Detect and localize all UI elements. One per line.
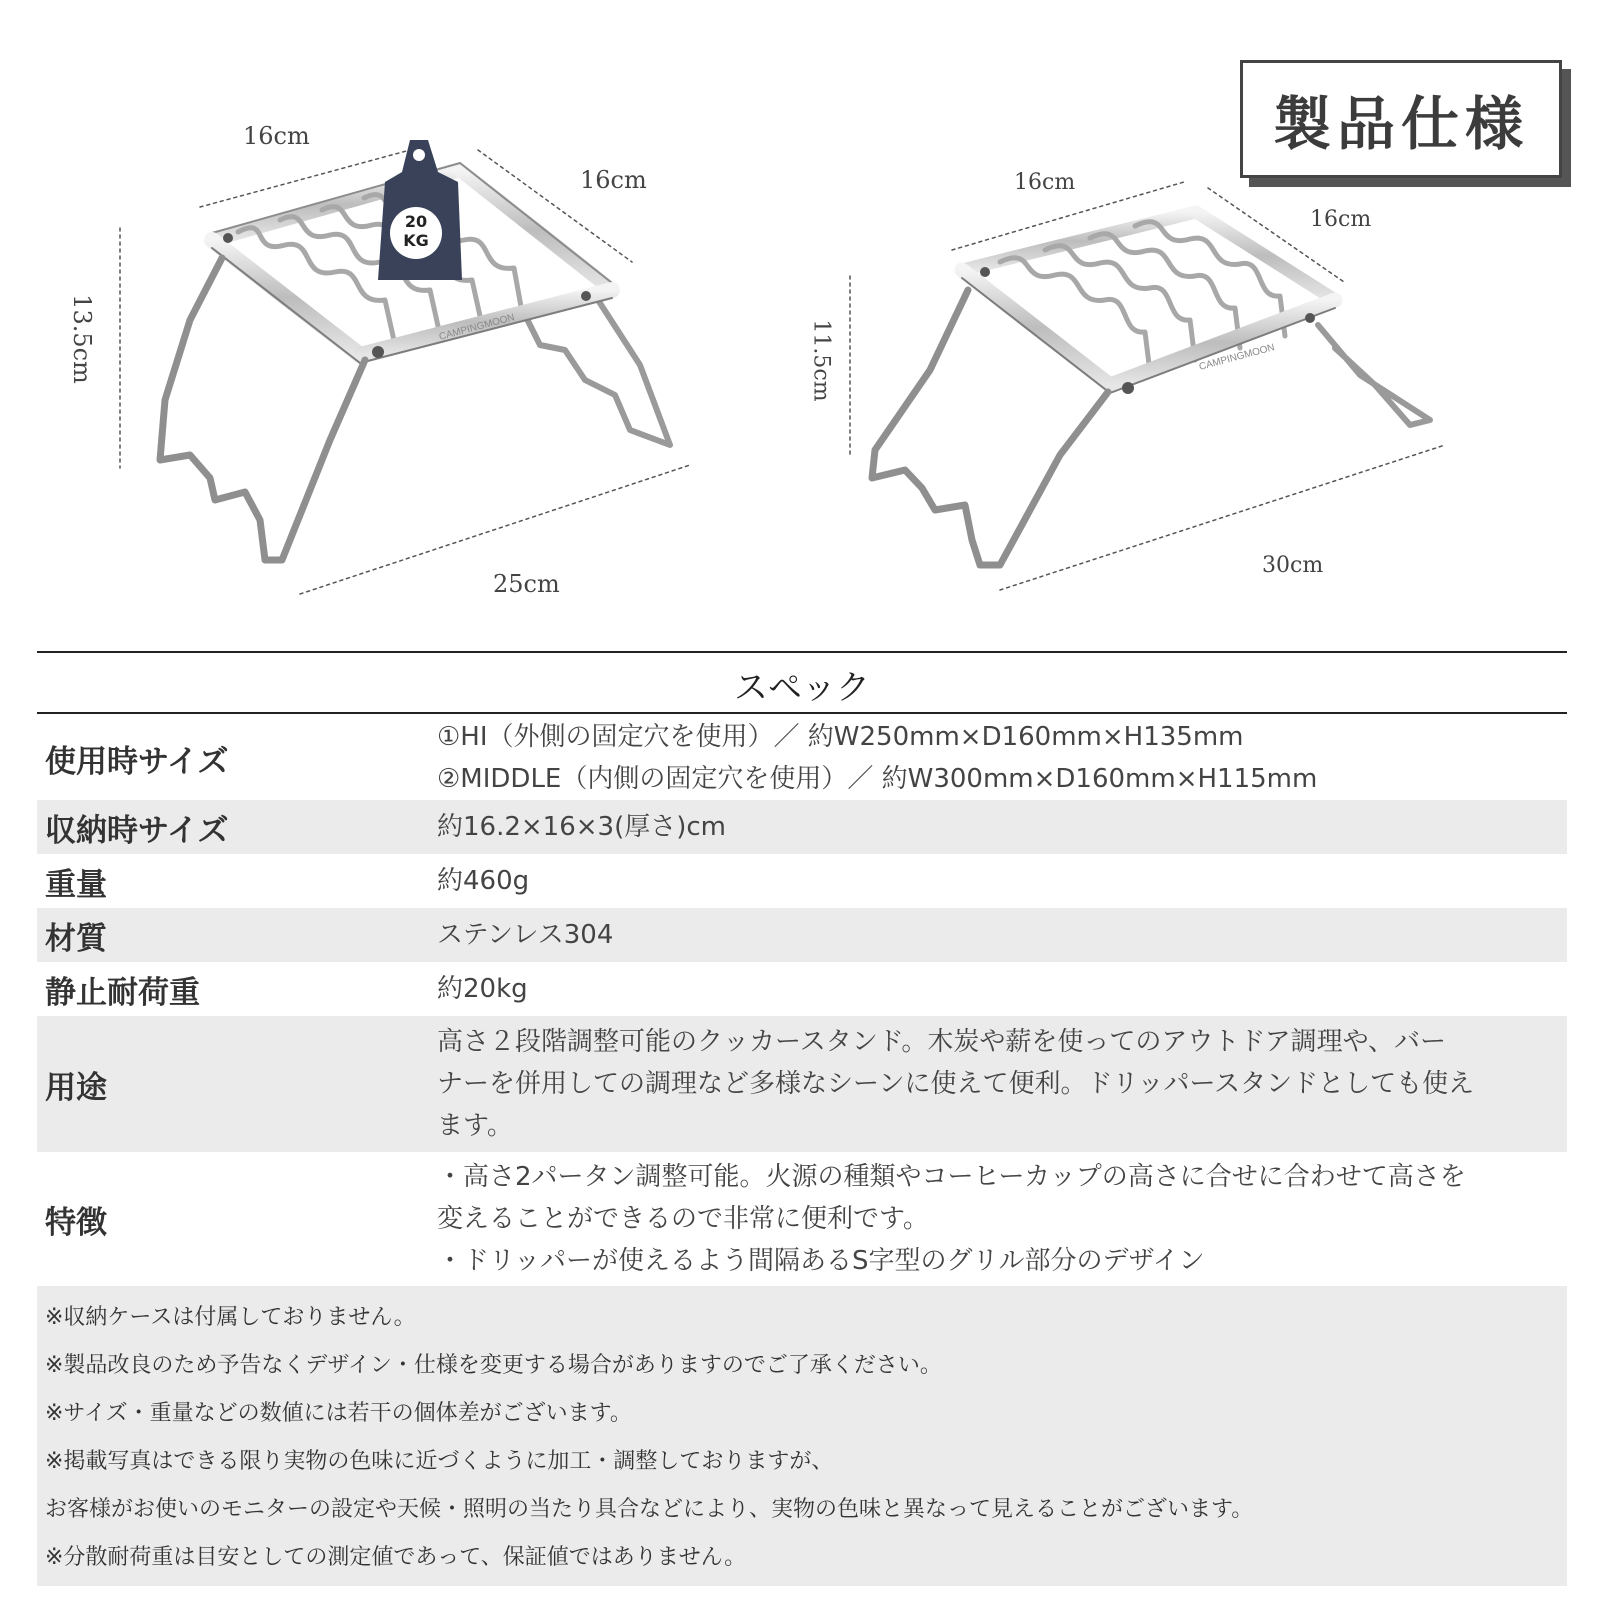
product-spec-badge	[1240, 60, 1562, 178]
note-line: ※サイズ・重量などの数値には若干の個体差がございます。	[45, 1401, 632, 1426]
dim-label-top-width: 16cm	[1014, 170, 1076, 195]
spec-label: 重量	[45, 866, 107, 903]
stand-middle-illustration	[850, 182, 1445, 590]
divider-bottom	[37, 712, 1567, 714]
note-line: お客様がお使いのモニターの設定や天候・照明の当たり具合などにより、実物の色味と異なって見えることがございます。	[45, 1497, 1254, 1522]
spec-value: 約460g	[437, 866, 530, 896]
svg-text:KG: KG	[403, 231, 429, 250]
stand-hi-illustration	[120, 140, 690, 594]
spec-row-features	[37, 1152, 1567, 1286]
note-line: ※収納ケースは付属しておりません。	[45, 1305, 416, 1330]
spec-label: 特徴	[45, 1204, 107, 1241]
dim-label-height: 13.5cm	[67, 294, 96, 384]
spec-row-usage	[37, 1016, 1567, 1152]
dim-line-overall	[1000, 445, 1445, 590]
spec-row-weight	[37, 854, 1567, 908]
dim-label-top-width: 16cm	[243, 122, 310, 150]
spec-label: 用途	[45, 1069, 107, 1106]
badge-title: 製品仕様	[1272, 90, 1529, 158]
weight-20kg-icon	[378, 140, 462, 280]
dim-label-overall-width: 30cm	[1262, 553, 1324, 578]
divider-top	[37, 651, 1567, 653]
dim-label-overall-width: 25cm	[493, 570, 560, 598]
product-dimension-figure	[0, 0, 1600, 640]
spec-label: 収納時サイズ	[45, 812, 229, 849]
spec-label: 材質	[45, 920, 107, 957]
spec-value: 約16.2×16×3(厚さ)cm	[437, 812, 726, 842]
brand-mark: CAMPINGMOON	[437, 312, 516, 343]
spec-row-use-size	[37, 716, 1567, 800]
spec-row-storage-size	[37, 800, 1567, 854]
dim-label-height: 11.5cm	[808, 319, 834, 402]
note-line: ※掲載写真はできる限り実物の色味に近づくように加工・調整しておりますが、	[45, 1449, 834, 1474]
spec-heading: スペック	[734, 668, 870, 708]
spec-table	[37, 716, 1567, 1586]
note-line: ※製品改良のため予告なくデザイン・仕様を変更する場合がありますのでご了承ください。	[45, 1353, 942, 1378]
spec-value: ①HI（外側の固定穴を使用）／ 約W250mm×D160mm×H135mm ②MIDDLE（内側の固定穴を使用）／ 約W300mm×D160mm×H115mm	[437, 722, 1318, 794]
spec-label: 静止耐荷重	[45, 974, 200, 1011]
dim-label-depth: 16cm	[1310, 207, 1372, 232]
spec-value: ステンレス304	[437, 920, 614, 950]
spec-value: 高さ２段階調整可能のクッカースタンド。木炭や薪を使ってのアウトドア調理や、バー ナーを併用しての調理など多様なシーンに使えて便利。ドリッパースタンドとしても使え ます。	[437, 1027, 1475, 1141]
note-line: ※分散耐荷重は目安としての測定値であって、保証値ではありません。	[45, 1545, 747, 1570]
spec-row-material	[37, 908, 1567, 962]
spec-value: ・高さ2パータン調整可能。火源の種類やコーヒーカップの高さに合せに合わせて高さを 変えることができるので非常に便利です。 ・ドリッパーが使えるよう間隔あるS字型のグリル部分のデザイン	[437, 1162, 1466, 1276]
brand-mark: CAMPINGMOON	[1197, 342, 1276, 373]
spec-value: 約20kg	[437, 974, 528, 1004]
dim-label-depth: 16cm	[580, 166, 647, 194]
spec-notes	[37, 1286, 1567, 1586]
spec-label: 使用時サイズ	[45, 743, 229, 780]
svg-text:20: 20	[404, 212, 428, 231]
spec-row-load	[37, 962, 1567, 1016]
